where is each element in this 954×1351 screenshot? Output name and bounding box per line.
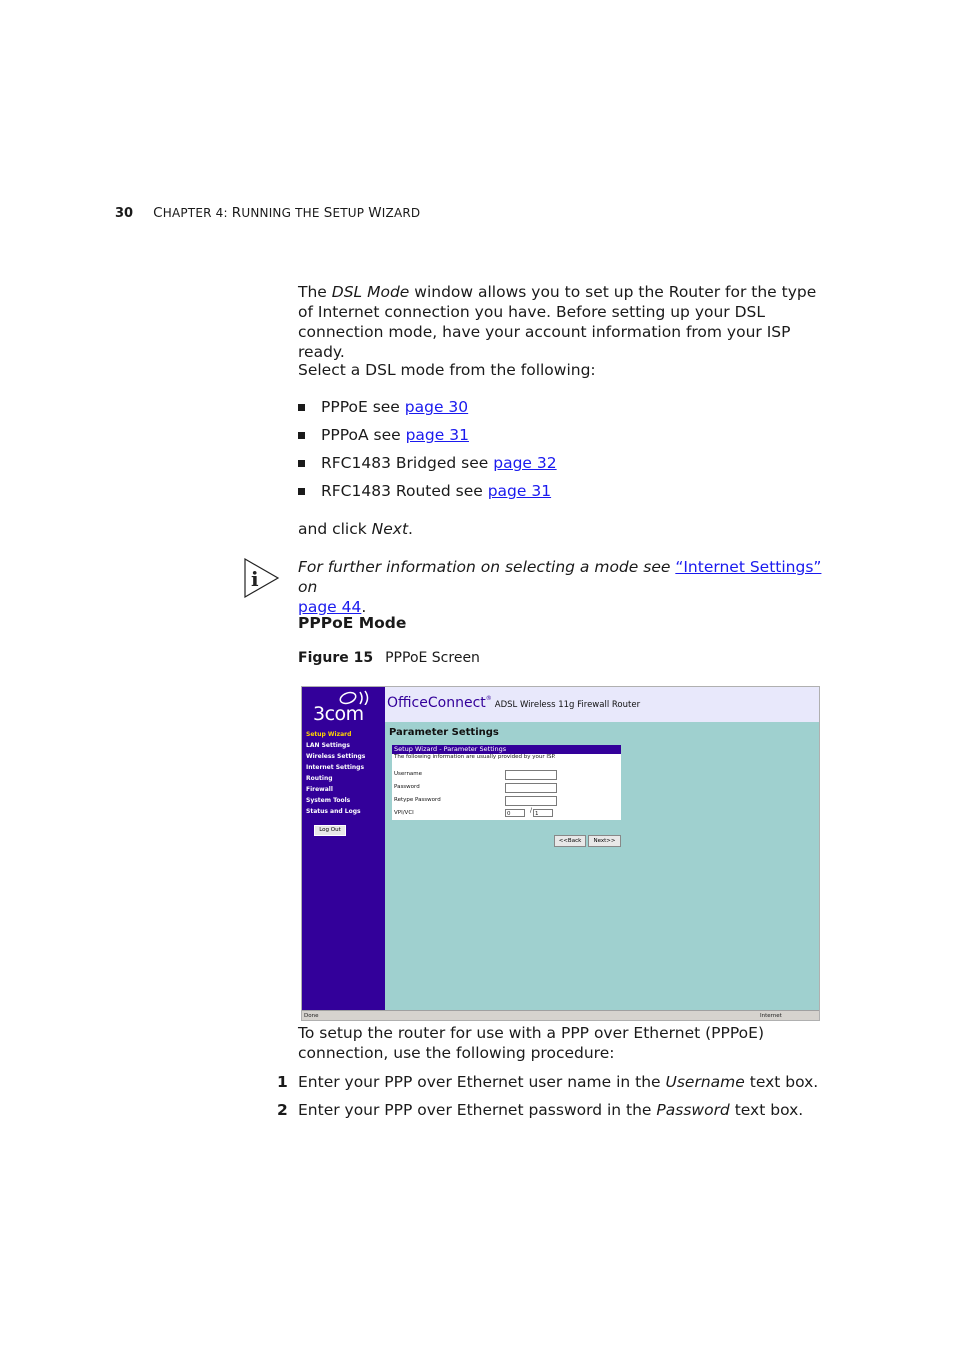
page-link[interactable]: page 31 bbox=[405, 426, 469, 444]
step-text: Enter your PPP over Ethernet user name in the Username text box. bbox=[298, 1073, 819, 1091]
click-next-text: and click Next. bbox=[298, 520, 413, 538]
vpi-input[interactable]: 0 bbox=[505, 809, 525, 817]
dsl-mode-list bbox=[298, 397, 557, 509]
password-input[interactable] bbox=[505, 783, 557, 793]
svg-text:i: i bbox=[251, 567, 259, 591]
pppoe-screenshot bbox=[301, 686, 820, 1021]
username-input[interactable] bbox=[505, 770, 557, 780]
page-link[interactable]: page 30 bbox=[404, 398, 469, 416]
figure-caption: Figure 15 PPPoE Screen bbox=[298, 650, 480, 666]
info-note-icon bbox=[244, 558, 280, 598]
password-label: Password bbox=[394, 784, 420, 790]
page-44-link[interactable]: page 44 bbox=[298, 598, 362, 616]
section-heading: PPPoE Mode bbox=[298, 614, 407, 632]
note-text: For further information on selecting a mode see “Internet Settings” on page 44. bbox=[298, 558, 822, 616]
intro-paragraph: The DSL Mode window allows you to set up the Router for the type of Internet connection you have. Before setting up your DSL connection mode, have your account information from your ISP ready. bbox=[298, 283, 817, 361]
list-item: PPPoA see page 31 bbox=[298, 425, 557, 453]
step-number: 2 bbox=[277, 1101, 288, 1119]
page-link[interactable]: page 32 bbox=[493, 454, 557, 472]
nav-setup-wizard[interactable]: Setup Wizard bbox=[306, 731, 352, 738]
internet-settings-link[interactable]: “Internet Settings” bbox=[675, 558, 822, 576]
nav-firewall[interactable]: Firewall bbox=[306, 786, 333, 793]
step-number: 1 bbox=[277, 1073, 288, 1091]
nav-routing[interactable]: Routing bbox=[306, 775, 333, 782]
step-text: Enter your PPP over Ethernet password in the Password text box. bbox=[298, 1101, 804, 1119]
nav-wireless-settings[interactable]: Wireless Settings bbox=[306, 753, 366, 760]
parameter-panel bbox=[392, 745, 621, 820]
panel-title: Setup Wizard - Parameter Settings bbox=[392, 745, 621, 754]
parameter-settings-title: Parameter Settings bbox=[389, 727, 499, 738]
list-item: PPPoE see page 30 bbox=[298, 397, 557, 425]
nav-status-logs[interactable]: Status and Logs bbox=[306, 808, 361, 815]
vpi-vci-separator: / bbox=[530, 807, 533, 814]
bullet-icon bbox=[298, 488, 305, 495]
bullet-icon bbox=[298, 432, 305, 439]
nav-lan-settings[interactable]: LAN Settings bbox=[306, 742, 350, 749]
procedure-intro: To setup the router for use with a PPP over Ethernet (PPPoE) connection, use the following procedure: bbox=[298, 1024, 764, 1062]
running-header bbox=[115, 205, 420, 221]
status-done: Done bbox=[304, 1013, 319, 1019]
username-label: Username bbox=[394, 771, 423, 777]
status-zone: Internet bbox=[760, 1013, 782, 1019]
retype-password-label: Retype Password bbox=[394, 797, 441, 803]
select-mode-text: Select a DSL mode from the following: bbox=[298, 361, 596, 379]
page-link[interactable]: page 31 bbox=[487, 482, 552, 500]
next-button[interactable]: Next>> bbox=[588, 835, 621, 847]
list-item: RFC1483 Routed see page 31 bbox=[298, 481, 557, 509]
vpi-vci-label: VPI/VCI bbox=[394, 810, 414, 816]
vci-input[interactable]: 1 bbox=[533, 809, 553, 817]
router-nav bbox=[306, 731, 365, 819]
back-button[interactable]: <<Back bbox=[554, 835, 586, 847]
brand-title: OfficeConnect®ADSL Wireless 11g Firewall Router bbox=[387, 695, 641, 711]
nav-internet-settings[interactable]: Internet Settings bbox=[306, 764, 365, 771]
logout-button[interactable]: Log Out bbox=[314, 825, 346, 836]
list-item: RFC1483 Bridged see page 32 bbox=[298, 453, 557, 481]
bullet-icon bbox=[298, 404, 305, 411]
step-1 bbox=[277, 1072, 837, 1092]
browser-status-bar bbox=[302, 1010, 819, 1021]
3com-logo-text: 3com bbox=[313, 703, 364, 725]
chapter-title: CHAPTER 4: RUNNING THE SETUP WIZARD bbox=[153, 205, 421, 221]
page-number: 30 bbox=[115, 206, 134, 221]
panel-description: The following information are usually provided by your ISP. bbox=[394, 754, 556, 760]
router-sidebar bbox=[302, 687, 385, 1010]
step-2 bbox=[277, 1100, 837, 1120]
retype-password-input[interactable] bbox=[505, 796, 557, 806]
nav-system-tools[interactable]: System Tools bbox=[306, 797, 351, 804]
router-topbar bbox=[385, 687, 819, 722]
bullet-icon bbox=[298, 460, 305, 467]
